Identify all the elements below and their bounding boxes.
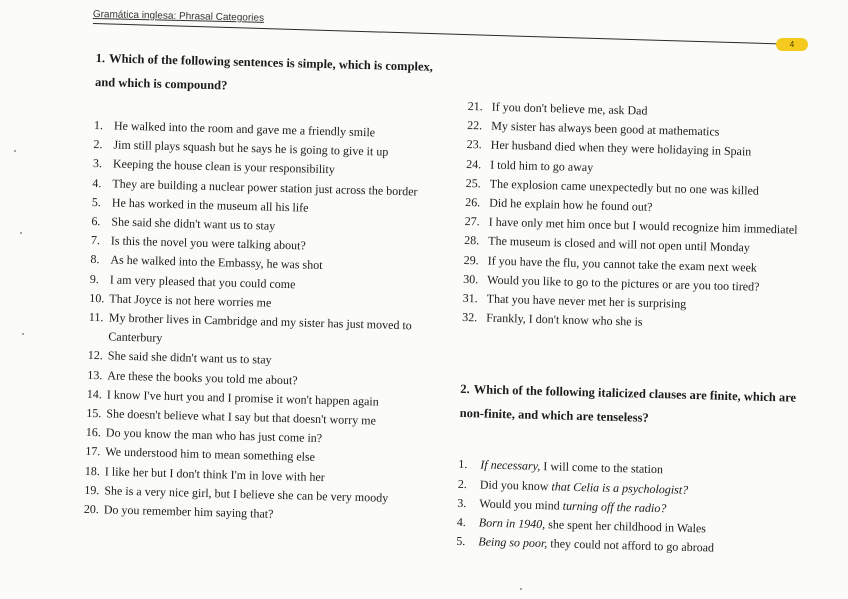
item-text: Do you remember him saying that? bbox=[103, 502, 274, 521]
right-column bbox=[456, 97, 828, 561]
item-number: 16. bbox=[85, 425, 102, 440]
item-number: 10. bbox=[89, 290, 105, 306]
item-text: I am very pleased that you could come bbox=[109, 272, 296, 291]
item-text: Are these the books you told me about? bbox=[107, 368, 298, 388]
item-number: 31. bbox=[462, 290, 478, 306]
exercise-1-list-part-2 bbox=[462, 97, 828, 337]
exercise-2-block bbox=[456, 377, 820, 560]
item-number: 22. bbox=[467, 118, 483, 133]
left-column bbox=[84, 46, 456, 529]
item-number: 4. bbox=[456, 514, 467, 530]
item-number: 26. bbox=[465, 194, 481, 210]
item-text: I like her but I don't think I'm in love with her bbox=[104, 464, 325, 484]
item-number: 21. bbox=[467, 98, 483, 114]
exercise-2-list bbox=[456, 455, 818, 560]
exercise-2-question-text: Which of the following italicized clauses are finite, which are non-finite, and which are tenseless? bbox=[459, 382, 797, 426]
item-text: If you don't believe me, ask Dad bbox=[491, 99, 648, 118]
running-header-title: Gramática inglesa: Phrasal Categories bbox=[92, 9, 265, 24]
scan-speck bbox=[20, 232, 22, 234]
item-text: Her husband died when they were holidaying in Spain bbox=[490, 138, 752, 159]
item-text: As he walked into the Embassy, he was shot bbox=[110, 252, 323, 273]
item-number: 29. bbox=[463, 252, 479, 267]
item-text: He has worked in the museum all his life bbox=[111, 195, 309, 215]
italicized-clause: turning off the radio? bbox=[562, 498, 667, 516]
item-number: 5. bbox=[456, 534, 466, 549]
item-text: Do you know the man who has just come in? bbox=[105, 425, 323, 446]
item-text: My sister has always been good at mathematics bbox=[491, 118, 720, 139]
scan-speck bbox=[14, 150, 16, 152]
item-text: My brother lives in Cambridge and my sister has just moved to Canterbury bbox=[108, 310, 412, 346]
item-text: Jim still plays squash but he says he is going to give it up bbox=[113, 137, 389, 159]
item-text: She said she didn't want us to stay bbox=[107, 348, 272, 368]
item-number: 2. bbox=[457, 476, 468, 491]
item-plain-text: they could not afford to go abroad bbox=[547, 536, 715, 555]
item-number: 27. bbox=[464, 214, 480, 229]
item-number: 15. bbox=[86, 405, 102, 421]
item-text: Is this the novel you were talking about? bbox=[110, 233, 306, 253]
item-number: 2. bbox=[93, 137, 103, 152]
item-text: They are building a nuclear power station just across the border bbox=[112, 176, 418, 199]
item-text: I told him to go away bbox=[490, 157, 594, 174]
item-number: 6. bbox=[91, 213, 101, 229]
header-rule bbox=[93, 23, 783, 44]
item-text: Frankly, I don't know who she is bbox=[486, 310, 643, 329]
item-text: She doesn't believe what I say but that doesn't worry me bbox=[106, 406, 377, 428]
item-text: That you have never met her is surprising bbox=[486, 291, 687, 311]
item-number: 3. bbox=[457, 495, 467, 510]
item-text: She is a very nice girl, but I believe she can be very moody bbox=[104, 483, 389, 505]
item-text: I know I've hurt you and I promise it won't happen again bbox=[106, 387, 379, 409]
item-number: 20. bbox=[83, 501, 100, 517]
item-number: 1. bbox=[458, 457, 468, 472]
item-plain-text: Would you mind bbox=[479, 496, 563, 513]
item-number: 23. bbox=[466, 137, 482, 152]
item-number: 25. bbox=[465, 175, 481, 191]
item-number: 19. bbox=[84, 482, 100, 498]
italicized-clause: Born in 1940, bbox=[478, 515, 546, 532]
item-number: 7. bbox=[90, 233, 101, 248]
page-number-badge: 4 bbox=[776, 38, 808, 51]
item-number: 32. bbox=[462, 310, 478, 325]
item-number: 1. bbox=[93, 117, 104, 133]
item-text: Did he explain how he found out? bbox=[489, 195, 653, 214]
italicized-clause: If necessary, bbox=[480, 457, 541, 474]
item-plain-text: Did you know bbox=[479, 477, 552, 493]
exercise-1-question bbox=[95, 46, 456, 103]
scan-speck bbox=[520, 588, 522, 590]
item-plain-text: I will come to the station bbox=[540, 459, 664, 477]
item-text: The explosion came unexpectedly but no one was killed bbox=[489, 176, 760, 198]
item-text: She said she didn't want us to stay bbox=[111, 214, 276, 233]
item-number: 14. bbox=[86, 386, 103, 402]
item-text: He walked into the room and gave me a friendly smile bbox=[113, 118, 376, 140]
item-text: If you have the flu, you cannot take the exam next week bbox=[487, 253, 758, 275]
item-number: 13. bbox=[87, 367, 103, 382]
item-number: 12. bbox=[87, 348, 104, 363]
italicized-clause: that Celia is a psychologist? bbox=[551, 478, 689, 497]
item-number: 9. bbox=[89, 271, 100, 286]
item-number: 4. bbox=[92, 175, 102, 190]
item-plain-text: she spent her childhood in Wales bbox=[545, 517, 707, 536]
item-number: 18. bbox=[84, 463, 101, 478]
item-text: Would you like to go to the pictures or are you too tired? bbox=[487, 272, 760, 294]
item-text: The museum is closed and will not open until Monday bbox=[488, 234, 750, 255]
item-number: 3. bbox=[92, 156, 103, 171]
item-number: 8. bbox=[90, 252, 100, 267]
item-number: 11. bbox=[88, 309, 104, 325]
item-text: That Joyce is not here worries me bbox=[109, 291, 272, 310]
exercise-2-question bbox=[459, 377, 820, 434]
item-text: Keeping the house clean is your responsibility bbox=[112, 156, 335, 177]
exercise-1-number: 1. bbox=[95, 50, 106, 66]
item-number: 30. bbox=[463, 271, 479, 287]
exercise-1-question-text: Which of the following sentences is simple, which is complex, and which is compound? bbox=[94, 51, 434, 93]
exercise-1-list-part-1 bbox=[84, 116, 454, 529]
item-number: 17. bbox=[85, 444, 101, 459]
exercise-2-number: 2. bbox=[460, 382, 470, 397]
item-text: We understood him to mean something else bbox=[105, 444, 316, 465]
item-number: 24. bbox=[466, 156, 482, 171]
scan-speck bbox=[22, 333, 24, 335]
item-text: I have only met him once but I would recognize him immediatel bbox=[488, 214, 798, 237]
italicized-clause: Being so poor, bbox=[478, 534, 548, 551]
item-number: 28. bbox=[464, 233, 480, 248]
item-number: 5. bbox=[91, 194, 102, 209]
